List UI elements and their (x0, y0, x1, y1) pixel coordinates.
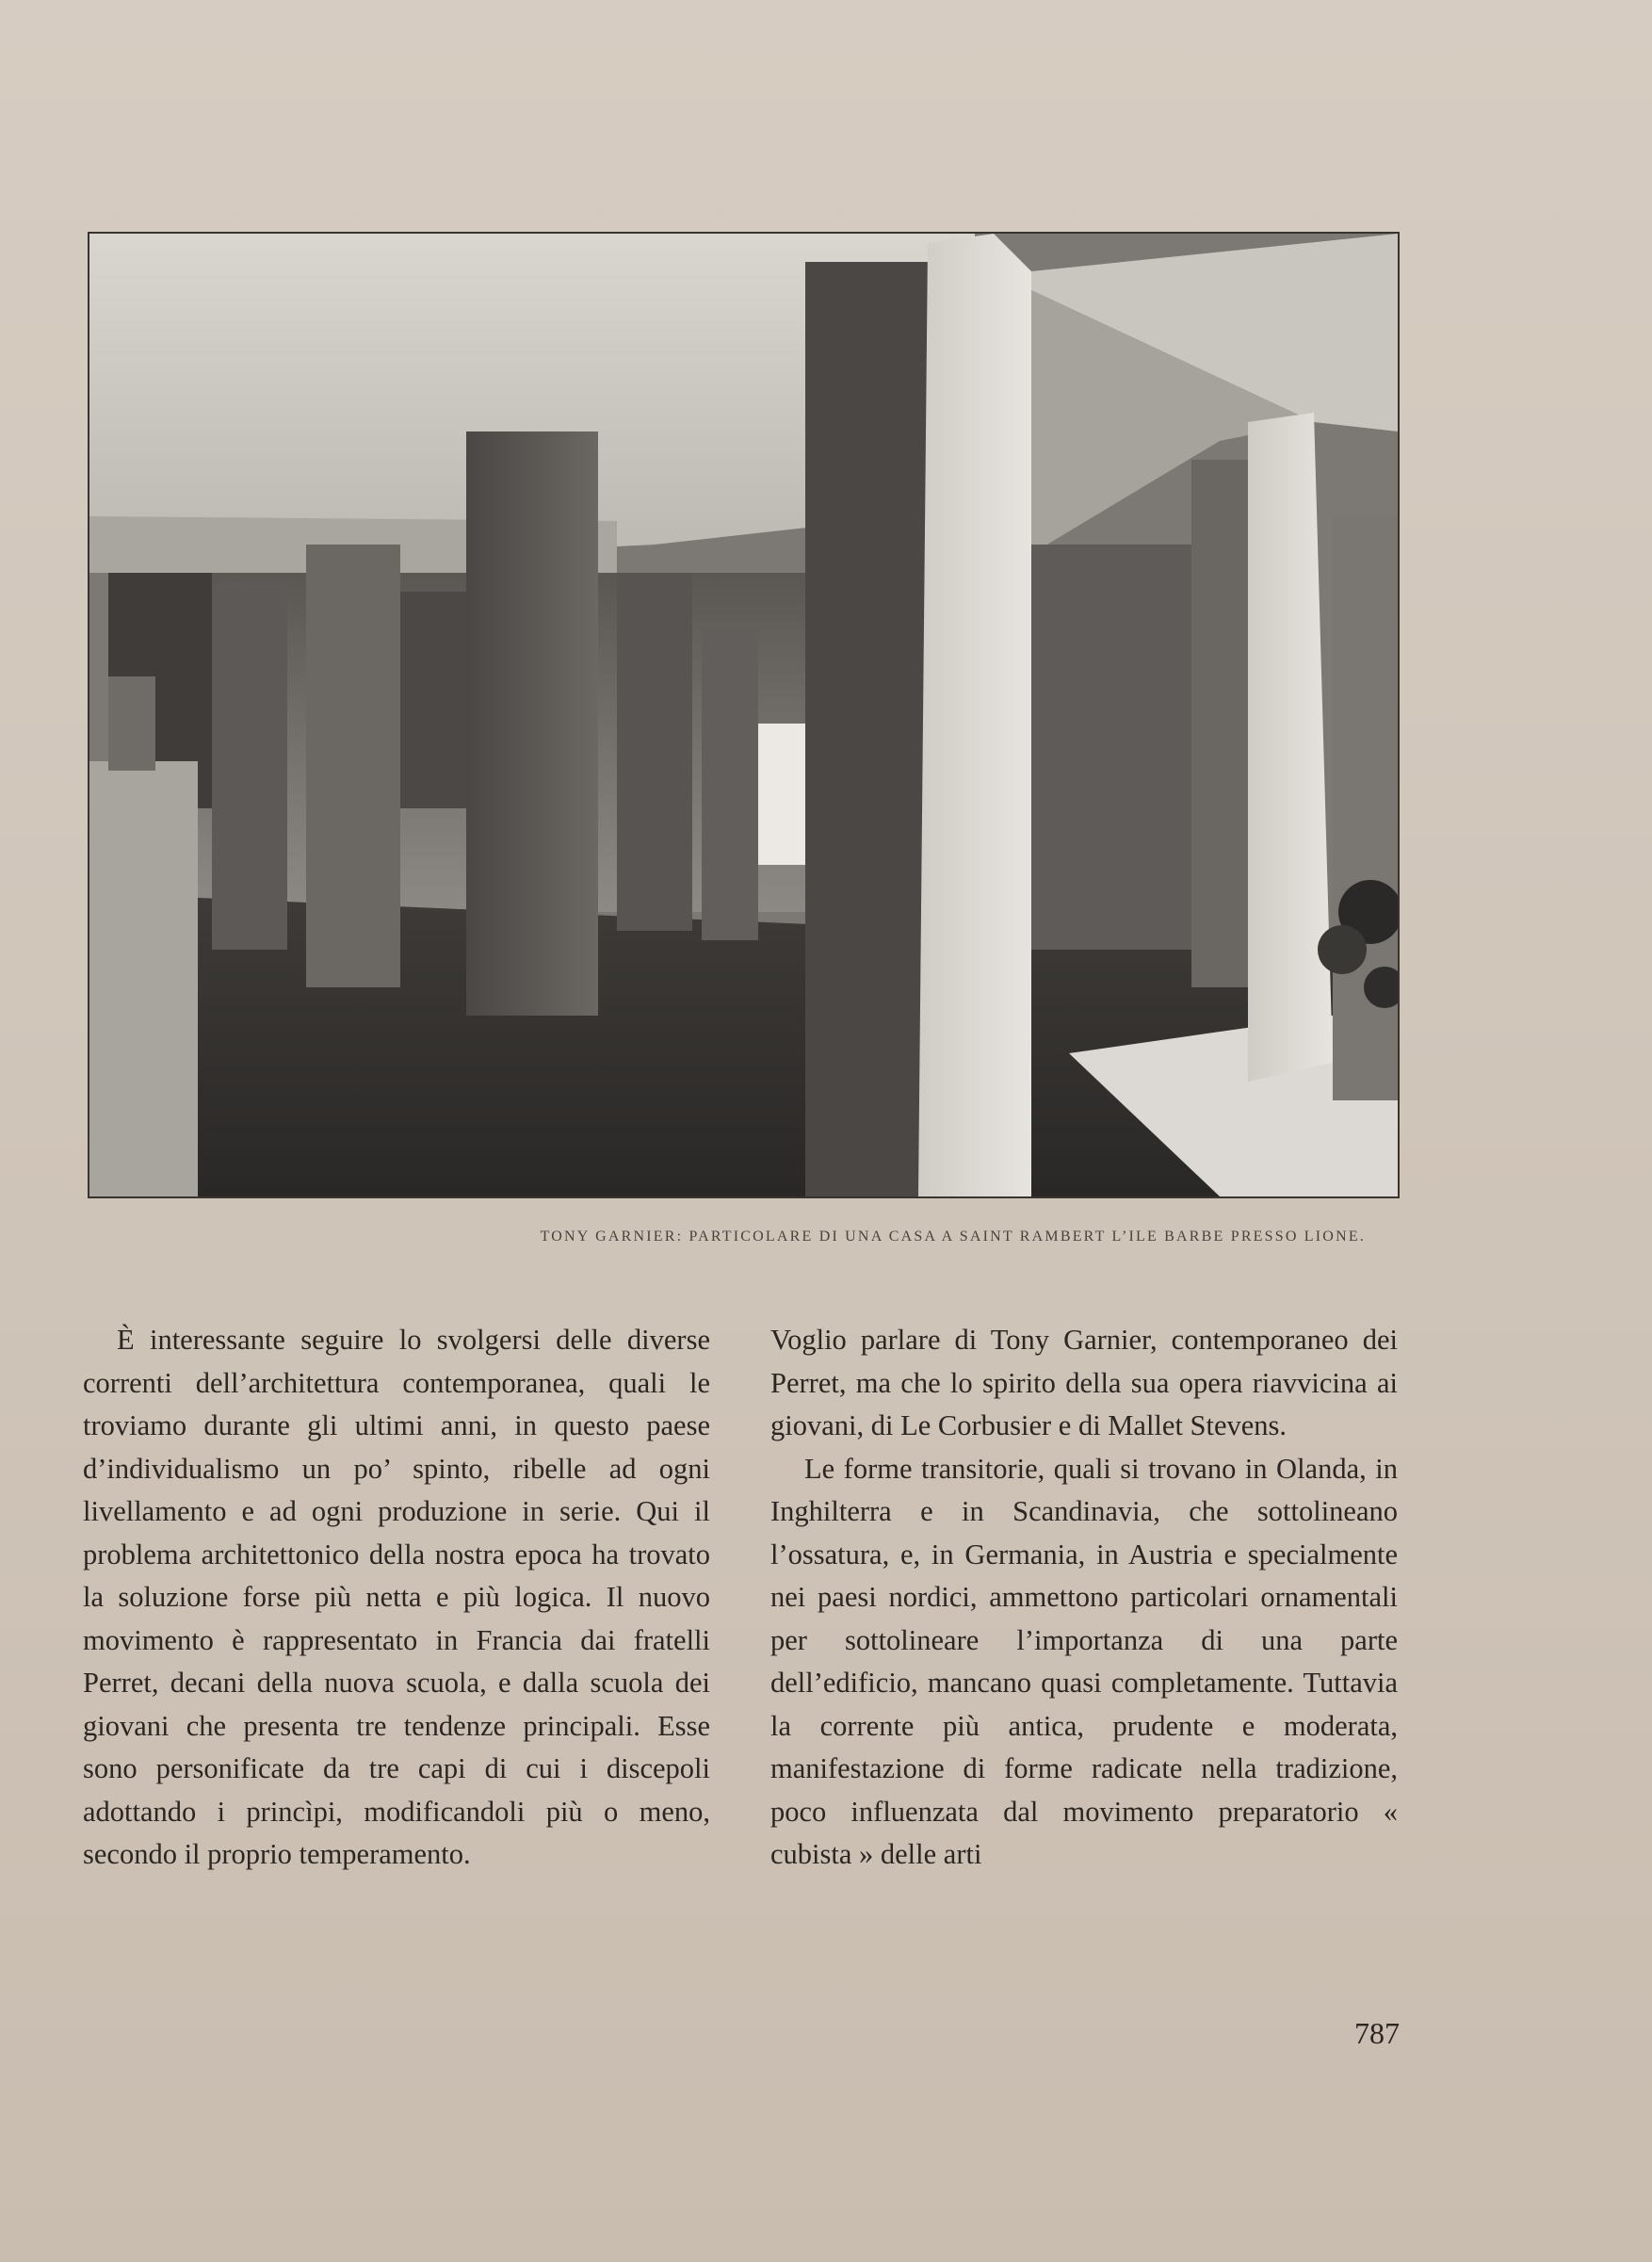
paragraph: È interessante seguire lo svolgersi delle diverse correnti dell’architettura contemporanea, quali le troviamo durante gli ultimi anni, in questo paese d’individualismo un po’ spinto, ribelle ad ogni livellamento e ad ogni produzione in serie. Qui il problema architettonico della nostra epoca ha trovato la soluzione forse più netta e più logica. Il nuovo movimento è rappresentato in Francia dai fratelli Perret, decani della nuova scuola, e dalla scuola dei giovani che presenta tre tendenze principali. Esse sono personificate da tre capi di cui i discepoli adottando i princìpi, modificandoli più o meno, secondo il proprio temperamento. (83, 1324, 710, 1870)
photograph-colonnade (88, 232, 1400, 1198)
photo-illustration (89, 234, 1398, 1196)
paragraph: Voglio parlare di Tony Garnier, contemporaneo dei Perret, ma che lo spirito della sua opera riavvicina ai giovani, di Le Corbusier e di Mallet Stevens. (770, 1324, 1398, 1441)
text-column-right (770, 1319, 1398, 1877)
text-column-left (83, 1319, 710, 1877)
paragraph: Le forme transitorie, quali si trovano in Olanda, in Inghilterra e in Scandinavia, che sottolineano l’ossatura, e, in Germania, in Austria e specialmente nei paesi nordici, ammettono particolari ornamentali per sottolineare l’importanza di una parte dell’edificio, mancano quasi completamente. Tuttavia la corrente più antica, prudente e moderata, manifestazione di forme radicate nella tradizione, poco influenzata dal movimento preparatorio « cubista » delle arti (770, 1452, 1398, 1870)
page-number: 787 (1354, 2016, 1400, 2050)
figure-caption: TONY GARNIER: PARTICOLARE DI UNA CASA A SAINT RAMBERT L’ILE BARBE PRESSO LIONE. (540, 1229, 1366, 1245)
